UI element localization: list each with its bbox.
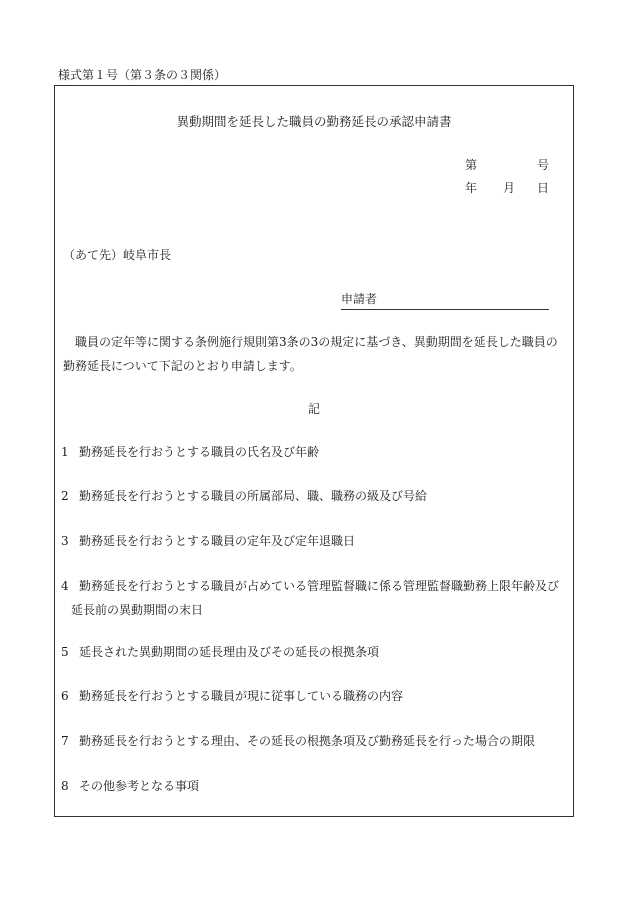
item-number: 1	[61, 445, 69, 459]
document-number-row	[465, 156, 549, 173]
list-item	[61, 774, 569, 798]
application-body-text: 職員の定年等に関する条例施行規則第3条の3の規定に基づき、異動期間を延長した職員の勤務延長について下記のとおり申請します。	[63, 335, 558, 373]
item-number: 6	[61, 689, 69, 703]
list-item	[61, 729, 569, 753]
item-number: 8	[61, 779, 69, 793]
item-number: 4	[61, 579, 69, 593]
date-year: 年	[465, 181, 478, 195]
list-item	[61, 640, 569, 664]
date-day: 日	[536, 181, 549, 195]
applicant-signature-line	[341, 290, 549, 310]
item-text: 勤務延長を行おうとする職員の定年及び定年退職日	[79, 534, 356, 548]
item-number: 7	[61, 734, 69, 748]
list-item	[61, 484, 569, 508]
item-number: 2	[61, 489, 69, 503]
number-go: 号	[536, 158, 549, 172]
item-text: 延長された異動期間の延長理由及びその延長の根拠条項	[79, 645, 380, 659]
ki-heading: 記	[307, 402, 320, 416]
date-row	[465, 179, 549, 196]
document-title: 異動期間を延長した職員の勤務延長の承認申請書	[176, 114, 452, 129]
date-month: 月	[502, 181, 515, 195]
item-text: 勤務延長を行おうとする理由、その延長の根拠条項及び勤務延長を行った場合の期限	[79, 734, 536, 748]
addressee: （あて先）岐阜市長	[63, 248, 172, 262]
item-text-continuation: 延長前の異動期間の末日	[71, 603, 204, 617]
number-dai: 第	[465, 158, 478, 172]
form-number-label: 様式第１号（第３条の３関係）	[58, 68, 227, 82]
item-text: その他参考となる事項	[79, 779, 200, 793]
item-text: 勤務延長を行おうとする職員の氏名及び年齢	[79, 445, 320, 459]
list-item	[61, 440, 569, 464]
list-item	[61, 684, 569, 708]
item-text: 勤務延長を行おうとする職員の所属部局、職、職務の級及び号給	[79, 489, 428, 503]
list-item	[61, 574, 569, 622]
list-item	[61, 529, 569, 553]
item-text: 勤務延長を行おうとする職員が占めている管理監督職に係る管理監督職勤務上限年齢及び	[79, 579, 560, 593]
item-number: 5	[61, 645, 69, 659]
applicant-label: 申請者	[341, 292, 378, 306]
item-number: 3	[61, 534, 69, 548]
application-form-frame	[54, 85, 574, 817]
item-text: 勤務延長を行おうとする職員が現に従事している職務の内容	[79, 689, 404, 703]
